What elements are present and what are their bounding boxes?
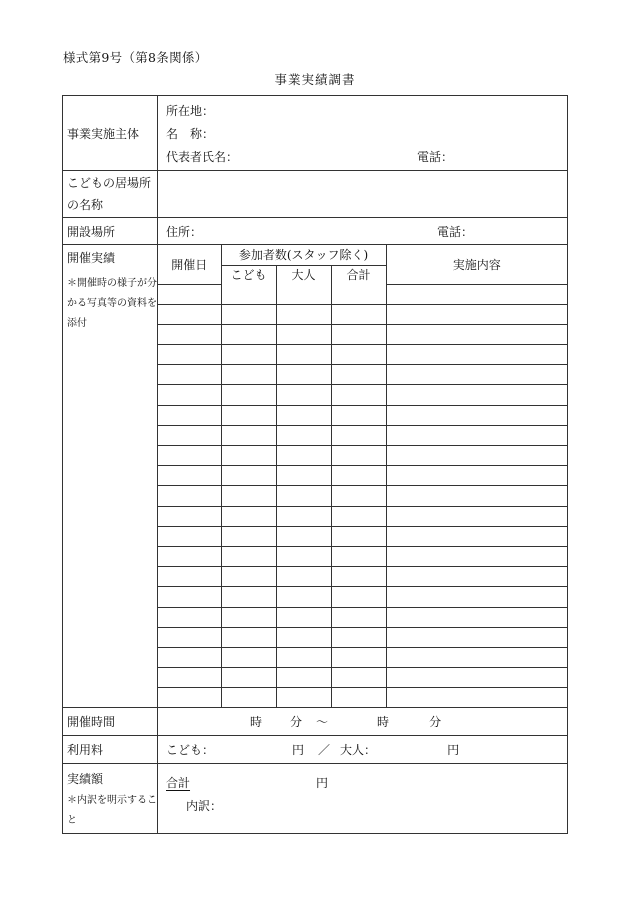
total-cell[interactable] — [331, 486, 386, 506]
adults-cell[interactable] — [276, 365, 331, 385]
results-grid-cell — [158, 245, 568, 708]
adults-cell[interactable] — [276, 668, 331, 688]
venue-fields — [158, 218, 568, 245]
children-cell[interactable] — [221, 324, 276, 344]
adults-cell[interactable] — [276, 688, 331, 708]
date-cell[interactable] — [158, 506, 221, 526]
fee-adults-label: 大人： — [340, 743, 377, 758]
results-row — [158, 324, 567, 344]
organizer-address-label: 所在地： — [166, 103, 215, 118]
results-note: ＊開催時の様子が分かる写真等の資料を添付 — [67, 278, 157, 329]
fee-fields — [158, 736, 568, 764]
content-cell[interactable] — [386, 405, 567, 425]
place-name-field[interactable] — [158, 171, 568, 218]
children-cell[interactable] — [221, 506, 276, 526]
hours-start-hour: 時 — [250, 715, 263, 730]
hours-label: 開催時間 — [63, 708, 158, 736]
results-label: 開催実績 — [67, 251, 116, 265]
date-cell[interactable] — [158, 324, 221, 344]
report-form-table — [62, 95, 568, 834]
adults-cell[interactable] — [276, 425, 331, 445]
results-row — [158, 304, 567, 324]
children-cell[interactable] — [221, 365, 276, 385]
hours-tilde: ～ — [316, 715, 329, 730]
total-cell[interactable] — [331, 446, 386, 466]
content-cell[interactable] — [386, 365, 567, 385]
date-cell[interactable] — [158, 607, 221, 627]
content-cell[interactable] — [386, 526, 567, 546]
total-cell[interactable] — [331, 688, 386, 708]
date-cell[interactable] — [158, 446, 221, 466]
results-row — [158, 627, 567, 647]
place-name-label: こどもの居場所の名称 — [63, 171, 158, 218]
content-cell[interactable] — [386, 647, 567, 667]
date-cell[interactable] — [158, 345, 221, 365]
adults-cell[interactable] — [276, 304, 331, 324]
children-cell[interactable] — [221, 526, 276, 546]
total-cell[interactable] — [331, 365, 386, 385]
results-row — [158, 688, 567, 708]
children-cell[interactable] — [221, 486, 276, 506]
date-cell[interactable] — [158, 466, 221, 486]
total-cell[interactable] — [331, 405, 386, 425]
hours-end-hour: 時 — [377, 715, 390, 730]
results-cell — [63, 245, 158, 708]
results-row — [158, 567, 567, 587]
date-cell[interactable] — [158, 526, 221, 546]
amount-breakdown-label: 内訳： — [186, 799, 223, 814]
results-row — [158, 668, 567, 688]
content-cell[interactable] — [386, 446, 567, 466]
content-cell[interactable] — [386, 304, 567, 324]
fee-slash: ／ — [318, 743, 331, 758]
content-cell[interactable] — [386, 688, 567, 708]
date-cell[interactable] — [158, 587, 221, 607]
children-cell[interactable] — [221, 425, 276, 445]
date-cell[interactable] — [158, 425, 221, 445]
results-row — [158, 546, 567, 566]
results-row — [158, 345, 567, 365]
children-cell[interactable] — [221, 405, 276, 425]
children-cell[interactable] — [221, 668, 276, 688]
date-cell[interactable] — [158, 567, 221, 587]
total-cell[interactable] — [331, 304, 386, 324]
children-cell[interactable] — [221, 385, 276, 405]
document-title: 事業実績調書 — [274, 72, 356, 87]
total-cell[interactable] — [331, 526, 386, 546]
content-cell[interactable] — [386, 324, 567, 344]
venue-address-label: 住所： — [166, 224, 203, 239]
children-cell[interactable] — [221, 446, 276, 466]
total-cell[interactable] — [331, 546, 386, 566]
results-row — [158, 607, 567, 627]
amount-total-label: 合計 — [166, 776, 191, 791]
results-row — [158, 526, 567, 546]
children-cell[interactable] — [221, 587, 276, 607]
children-cell[interactable] — [221, 647, 276, 667]
organizer-rep-label: 代表者氏名： — [166, 149, 239, 164]
date-cell[interactable] — [158, 486, 221, 506]
results-row — [158, 405, 567, 425]
total-cell[interactable] — [331, 627, 386, 647]
adults-cell[interactable] — [276, 526, 331, 546]
content-cell[interactable] — [386, 607, 567, 627]
adults-cell[interactable] — [276, 324, 331, 344]
col-total-header: 合計 — [331, 265, 386, 284]
children-cell[interactable] — [221, 546, 276, 566]
children-cell[interactable] — [221, 607, 276, 627]
venue-phone-label: 電話： — [437, 224, 474, 239]
adults-cell[interactable] — [276, 647, 331, 667]
adults-cell[interactable] — [276, 446, 331, 466]
children-cell[interactable] — [221, 304, 276, 324]
amount-note: ＊内訳を明示すること — [67, 795, 157, 827]
total-cell[interactable] — [331, 466, 386, 486]
organizer-name-label: 名 称： — [166, 126, 215, 141]
adults-cell[interactable] — [276, 546, 331, 566]
col-participants-header: 参加者数(スタッフ除く) — [221, 245, 386, 265]
total-cell[interactable] — [331, 506, 386, 526]
results-grid — [158, 245, 567, 707]
date-cell[interactable] — [158, 627, 221, 647]
form-number: 様式第9号（第8条関係） — [63, 50, 208, 65]
organizer-fields — [158, 96, 568, 171]
adults-cell[interactable] — [276, 486, 331, 506]
date-cell[interactable] — [158, 284, 221, 304]
fee-children-label: こども： — [166, 743, 215, 758]
content-cell[interactable] — [386, 546, 567, 566]
total-cell[interactable] — [331, 647, 386, 667]
results-row — [158, 506, 567, 526]
children-cell[interactable] — [221, 284, 276, 304]
col-date-header: 開催日 — [158, 245, 221, 284]
results-row — [158, 486, 567, 506]
hours-start-minute: 分 — [290, 715, 303, 730]
organizer-label: 事業実施主体 — [63, 96, 158, 171]
adults-cell[interactable] — [276, 405, 331, 425]
content-cell[interactable] — [386, 425, 567, 445]
fee-children-yen: 円 — [292, 743, 305, 758]
adults-cell[interactable] — [276, 567, 331, 587]
col-content-header: 実施内容 — [386, 245, 567, 284]
children-cell[interactable] — [221, 627, 276, 647]
content-cell[interactable] — [386, 587, 567, 607]
results-row — [158, 385, 567, 405]
children-cell[interactable] — [221, 567, 276, 587]
fee-adults-yen: 円 — [447, 743, 460, 758]
content-cell[interactable] — [386, 345, 567, 365]
date-cell[interactable] — [158, 647, 221, 667]
col-adults-header: 大人 — [276, 265, 331, 284]
results-row — [158, 647, 567, 667]
content-cell[interactable] — [386, 668, 567, 688]
date-cell[interactable] — [158, 546, 221, 566]
content-cell[interactable] — [386, 284, 567, 304]
content-cell[interactable] — [386, 385, 567, 405]
col-children-header: こども — [221, 265, 276, 284]
results-row — [158, 466, 567, 486]
hours-fields — [158, 708, 568, 736]
adults-cell[interactable] — [276, 466, 331, 486]
amount-label: 実績額 — [67, 772, 104, 787]
content-cell[interactable] — [386, 506, 567, 526]
total-cell[interactable] — [331, 425, 386, 445]
date-cell[interactable] — [158, 304, 221, 324]
content-cell[interactable] — [386, 567, 567, 587]
organizer-phone-label: 電話： — [417, 149, 454, 164]
date-cell[interactable] — [158, 365, 221, 385]
adults-cell[interactable] — [276, 284, 331, 304]
adults-cell[interactable] — [276, 627, 331, 647]
hours-end-minute: 分 — [429, 715, 442, 730]
content-cell[interactable] — [386, 466, 567, 486]
results-row — [158, 284, 567, 304]
adults-cell[interactable] — [276, 345, 331, 365]
total-cell[interactable] — [331, 385, 386, 405]
fee-label: 利用料 — [63, 736, 158, 764]
results-row — [158, 425, 567, 445]
results-row — [158, 446, 567, 466]
total-cell[interactable] — [331, 284, 386, 304]
adults-cell[interactable] — [276, 587, 331, 607]
amount-cell — [63, 764, 158, 834]
total-cell[interactable] — [331, 345, 386, 365]
adults-cell[interactable] — [276, 607, 331, 627]
total-cell[interactable] — [331, 324, 386, 344]
adults-cell[interactable] — [276, 385, 331, 405]
total-cell[interactable] — [331, 567, 386, 587]
content-cell[interactable] — [386, 486, 567, 506]
children-cell[interactable] — [221, 688, 276, 708]
amount-total-yen: 円 — [315, 776, 328, 791]
total-cell[interactable] — [331, 587, 386, 607]
children-cell[interactable] — [221, 345, 276, 365]
date-cell[interactable] — [158, 688, 221, 708]
content-cell[interactable] — [386, 627, 567, 647]
total-cell[interactable] — [331, 668, 386, 688]
date-cell[interactable] — [158, 405, 221, 425]
results-row — [158, 365, 567, 385]
amount-fields — [158, 764, 568, 834]
total-cell[interactable] — [331, 607, 386, 627]
children-cell[interactable] — [221, 466, 276, 486]
results-row — [158, 587, 567, 607]
date-cell[interactable] — [158, 668, 221, 688]
amount-total-line — [166, 774, 328, 791]
venue-label: 開設場所 — [63, 218, 158, 245]
adults-cell[interactable] — [276, 506, 331, 526]
date-cell[interactable] — [158, 385, 221, 405]
